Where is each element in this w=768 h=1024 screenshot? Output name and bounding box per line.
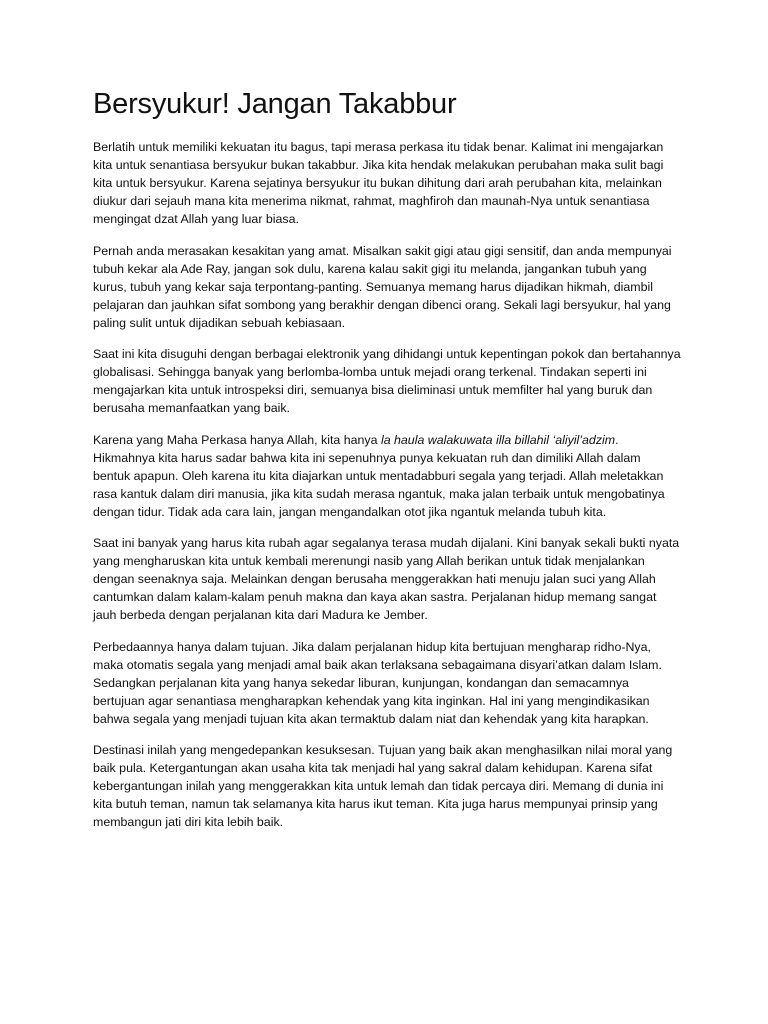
paragraph-1: Berlatih untuk memiliki kekuatan itu bagus, tapi merasa perkasa itu tidak benar. Kalimat ini mengajarkan kita untuk senantiasa bersyukur bukan takabbur. Jika kita hendak melakukan perubahan maka sulit bagi kita untuk bersyukur. Karena sejatinya bersyukur itu bukan dihitung dari arah perubahan kita, melainkan diukur dari sejauh mana kita menerima nikmat, rahmat, maghfiroh dan maunah-Nya untuk senantiasa mengingat dzat Allah yang luar biasa.	[93, 140, 664, 226]
paragraph-6: Perbedaannya hanya dalam tujuan. Jika dalam perjalanan hidup kita bertujuan mengharap ridho-Nya, maka otomatis segala yang menjadi amal baik akan terlaksana sebagaimana disyari’atkan dalam Islam. Sedangkan perjalanan kita yang hanya sekedar liburan, kunjungan, kondangan dan semacamnya bertujuan agar senantiasa mengharapkan kehendak yang kita inginkan. Hal ini yang mengindikasikan bahwa segala yang menjadi tujuan kita akan termaktub dalam niat dan kehendak yang kita harapkan.	[93, 639, 662, 726]
paragraph-4-italic-phrase: la haula walakuwata illa billahil ‘aliyil’adzim	[380, 432, 616, 447]
paragraph-2: Pernah anda merasakan kesakitan yang amat. Misalkan sakit gigi atau gigi sensitif, dan anda mempunyai tubuh kekar ala Ade Ray, jangan sok dulu, karena kalau sakit gigi itu melanda, jangankan tubuh yang kurus, tubuh yang kekar saja terpontang-panting. Semuanya memang harus dijadikan hikmah, diambil pelajaran dan jauhkan sifat sombong yang berakhir dengan dibenci orang. Sekali lagi bersyukur, hal yang paling sulit untuk dijadikan sebuah kebiasaan.	[93, 243, 672, 330]
paragraph-4	[93, 431, 681, 521]
document-title: Bersyukur! Jangan Takabbur	[93, 88, 457, 120]
paragraph-4-text-before: Karena yang Maha Perkasa hanya Allah, kita hanya	[93, 432, 381, 447]
paragraph-7: Destinasi inilah yang mengedepankan kesuksesan. Tujuan yang baik akan menghasilkan nilai moral yang baik pula. Ketergantungan akan usaha kita tak menjadi hal yang sakral dalam kehidupan. Karena sifat kebergantungan inilah yang menggerakkan kita untuk lemah dan tidak percaya diri. Memang di dunia ini kita butuh teman, namun tak selamanya kita harus ikut teman. Kita juga harus mempunyai prinsip yang membangun jati diri kita lebih baik.	[93, 743, 673, 829]
paragraph-3: Saat ini kita disuguhi dengan berbagai elektronik yang dihidangi untuk kepentingan pokok dan bertahannya globalisasi. Sehingga banyak yang berlomba-lomba untuk mejadi orang terkenal. Tindakan seperti ini mengajarkan kita untuk introspeksi diri, semuanya bisa dieliminasi untuk memfilter hal yang buruk dan berusaha memanfaatkan yang baik.	[93, 347, 681, 415]
paragraph-5: Saat ini banyak yang harus kita rubah agar segalanya terasa mudah dijalani. Kini banyak sekali bukti nyata yang mengharuskan kita untuk kembali merenungi nasib yang Allah berikan untuk tidak menjalankan dengan seenaknya saja. Melainkan dengan berusaha menggerakkan hati menuju jalan suci yang Allah cantumkan dalam kalam-kalam penuh makna dan kaya akan sastra. Perjalanan hidup memang sangat jauh berbeda dengan perjalanan kita dari Madura ke Jember.	[93, 536, 680, 622]
paragraph-4-text-after: . Hikmahnya kita harus sadar bahwa kita ini sepenuhnya punya kekuatan ruh dan dimiliki Allah dalam bentuk apapun. Oleh karena itu kita diajarkan untuk mentadabburi segala yang terjadi. Allah meletakkan rasa kantuk dalam diri manusia, jika kita sudah merasa ngantuk, maka jalan terbaik untuk mengobatinya dengan tidur. Tidak ada cara lain, jangan mengandalkan otot jika ngantuk melanda tubuh kita.	[93, 432, 665, 519]
document-page	[93, 84, 681, 845]
